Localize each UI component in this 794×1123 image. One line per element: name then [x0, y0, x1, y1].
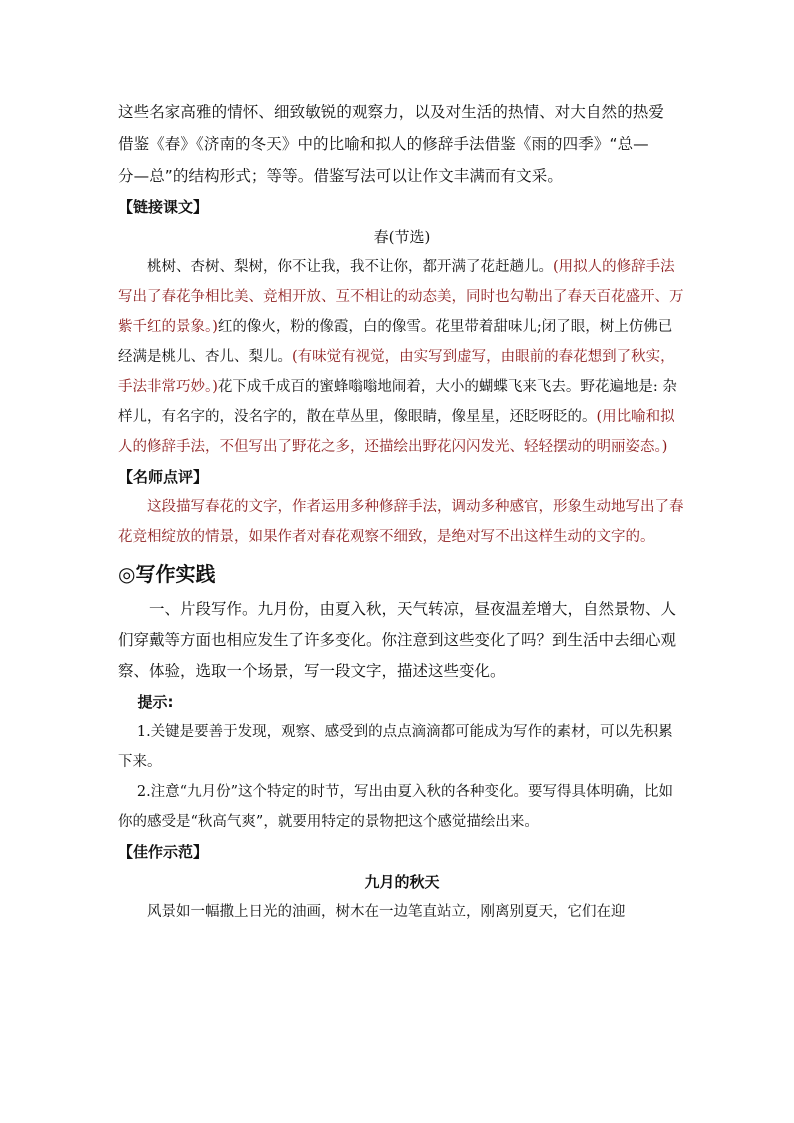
passage-segment: 红的像火，粉的像霞，白的像雪。花里带着甜味儿;闭了眼，树上仿佛已经满是桃儿、杏儿、梨儿。: [118, 319, 673, 365]
link-text-title: 春(节选): [373, 228, 431, 246]
example-text: 风景如一幅撒上日光的油画，树木在一边笔直站立，刚离别夏天，它们在迎: [147, 904, 626, 920]
passage-annotation: (用比喻和拟人的修辞手法，不但写出了野花之多，还描绘出野花闪闪发光、轻轻摆动的明丽姿态。): [118, 409, 675, 455]
intro-line-1: 这些名家高雅的情怀、细致敏锐的观察力，以及对生活的热情、对大自然的热爱: [118, 103, 665, 121]
document-page: [118, 96, 686, 927]
hint-item-1: 1.关键是要善于发现，观察、感受到的点点滴滴都可能成为写作的素材，可以先积累下来。: [118, 724, 673, 770]
example-title: 九月的秋天: [364, 873, 440, 891]
link-text-passage: [118, 252, 686, 462]
intro-line-3: 分—总”的结构形式；等等。借鉴写法可以让作文丰满而有文采。: [118, 167, 563, 185]
teacher-comment-text: 这段描写春花的文字，作者运用多种修辞手法，调动多种感官，形象生动地写出了春花竞相绽放的情景，如果作者对春花观察不细致，是绝对写不出这样生动的文字的。: [118, 499, 684, 545]
hint-item-2: 2.注意“九月份”这个特定的时节，写出由夏入秋的各种变化。要写得具体明确，比如你的感受是“秋高气爽”，就要用特定的景物把这个感觉描绘出来。: [118, 784, 674, 830]
passage-annotation: (用拟人的修辞手法写出了春花争相比美、竞相开放、互不相让的动态美，同时也勾勒出了春天百花盛开、万紫千红的景象。): [118, 259, 684, 335]
practice-heading: ◎写作实践: [118, 562, 216, 586]
passage-segment: 桃树、杏树、梨树，你不让我，我不让你，都开满了花赶趟儿。: [147, 259, 553, 275]
intro-line-2: 借鉴《春》《济南的冬天》中的比喻和拟人的修辞手法借鉴《雨的四季》“总—: [118, 135, 649, 153]
teacher-comment-tag: 【名师点评】: [118, 468, 209, 486]
example-tag: 【佳作示范】: [118, 843, 209, 861]
hint-label: 提示:: [137, 693, 174, 711]
passage-annotation: (有味觉有视觉，由实写到虚写，由眼前的春花想到了秋实，手法非常巧妙。): [118, 349, 675, 395]
practice-prompt: 一、片段写作。九月份，由夏入秋，天气转凉，昼夜温差增大，自然景物、人们穿戴等方面也相应发生了许多变化。你注意到这些变化了吗？到生活中去细心观察、体验，选取一个场景，写一段文字，描述这些变化。: [118, 600, 677, 680]
passage-segment: 花下成千成百的蜜蜂嗡嗡地闹着，大小的蝴蝶飞来飞去。野花遍地是: 杂样儿，有名字的，没名字的，散在草丛里，像眼睛，像星星，还眨呀眨的。: [118, 379, 677, 425]
link-text-tag: 【链接课文】: [118, 198, 209, 216]
